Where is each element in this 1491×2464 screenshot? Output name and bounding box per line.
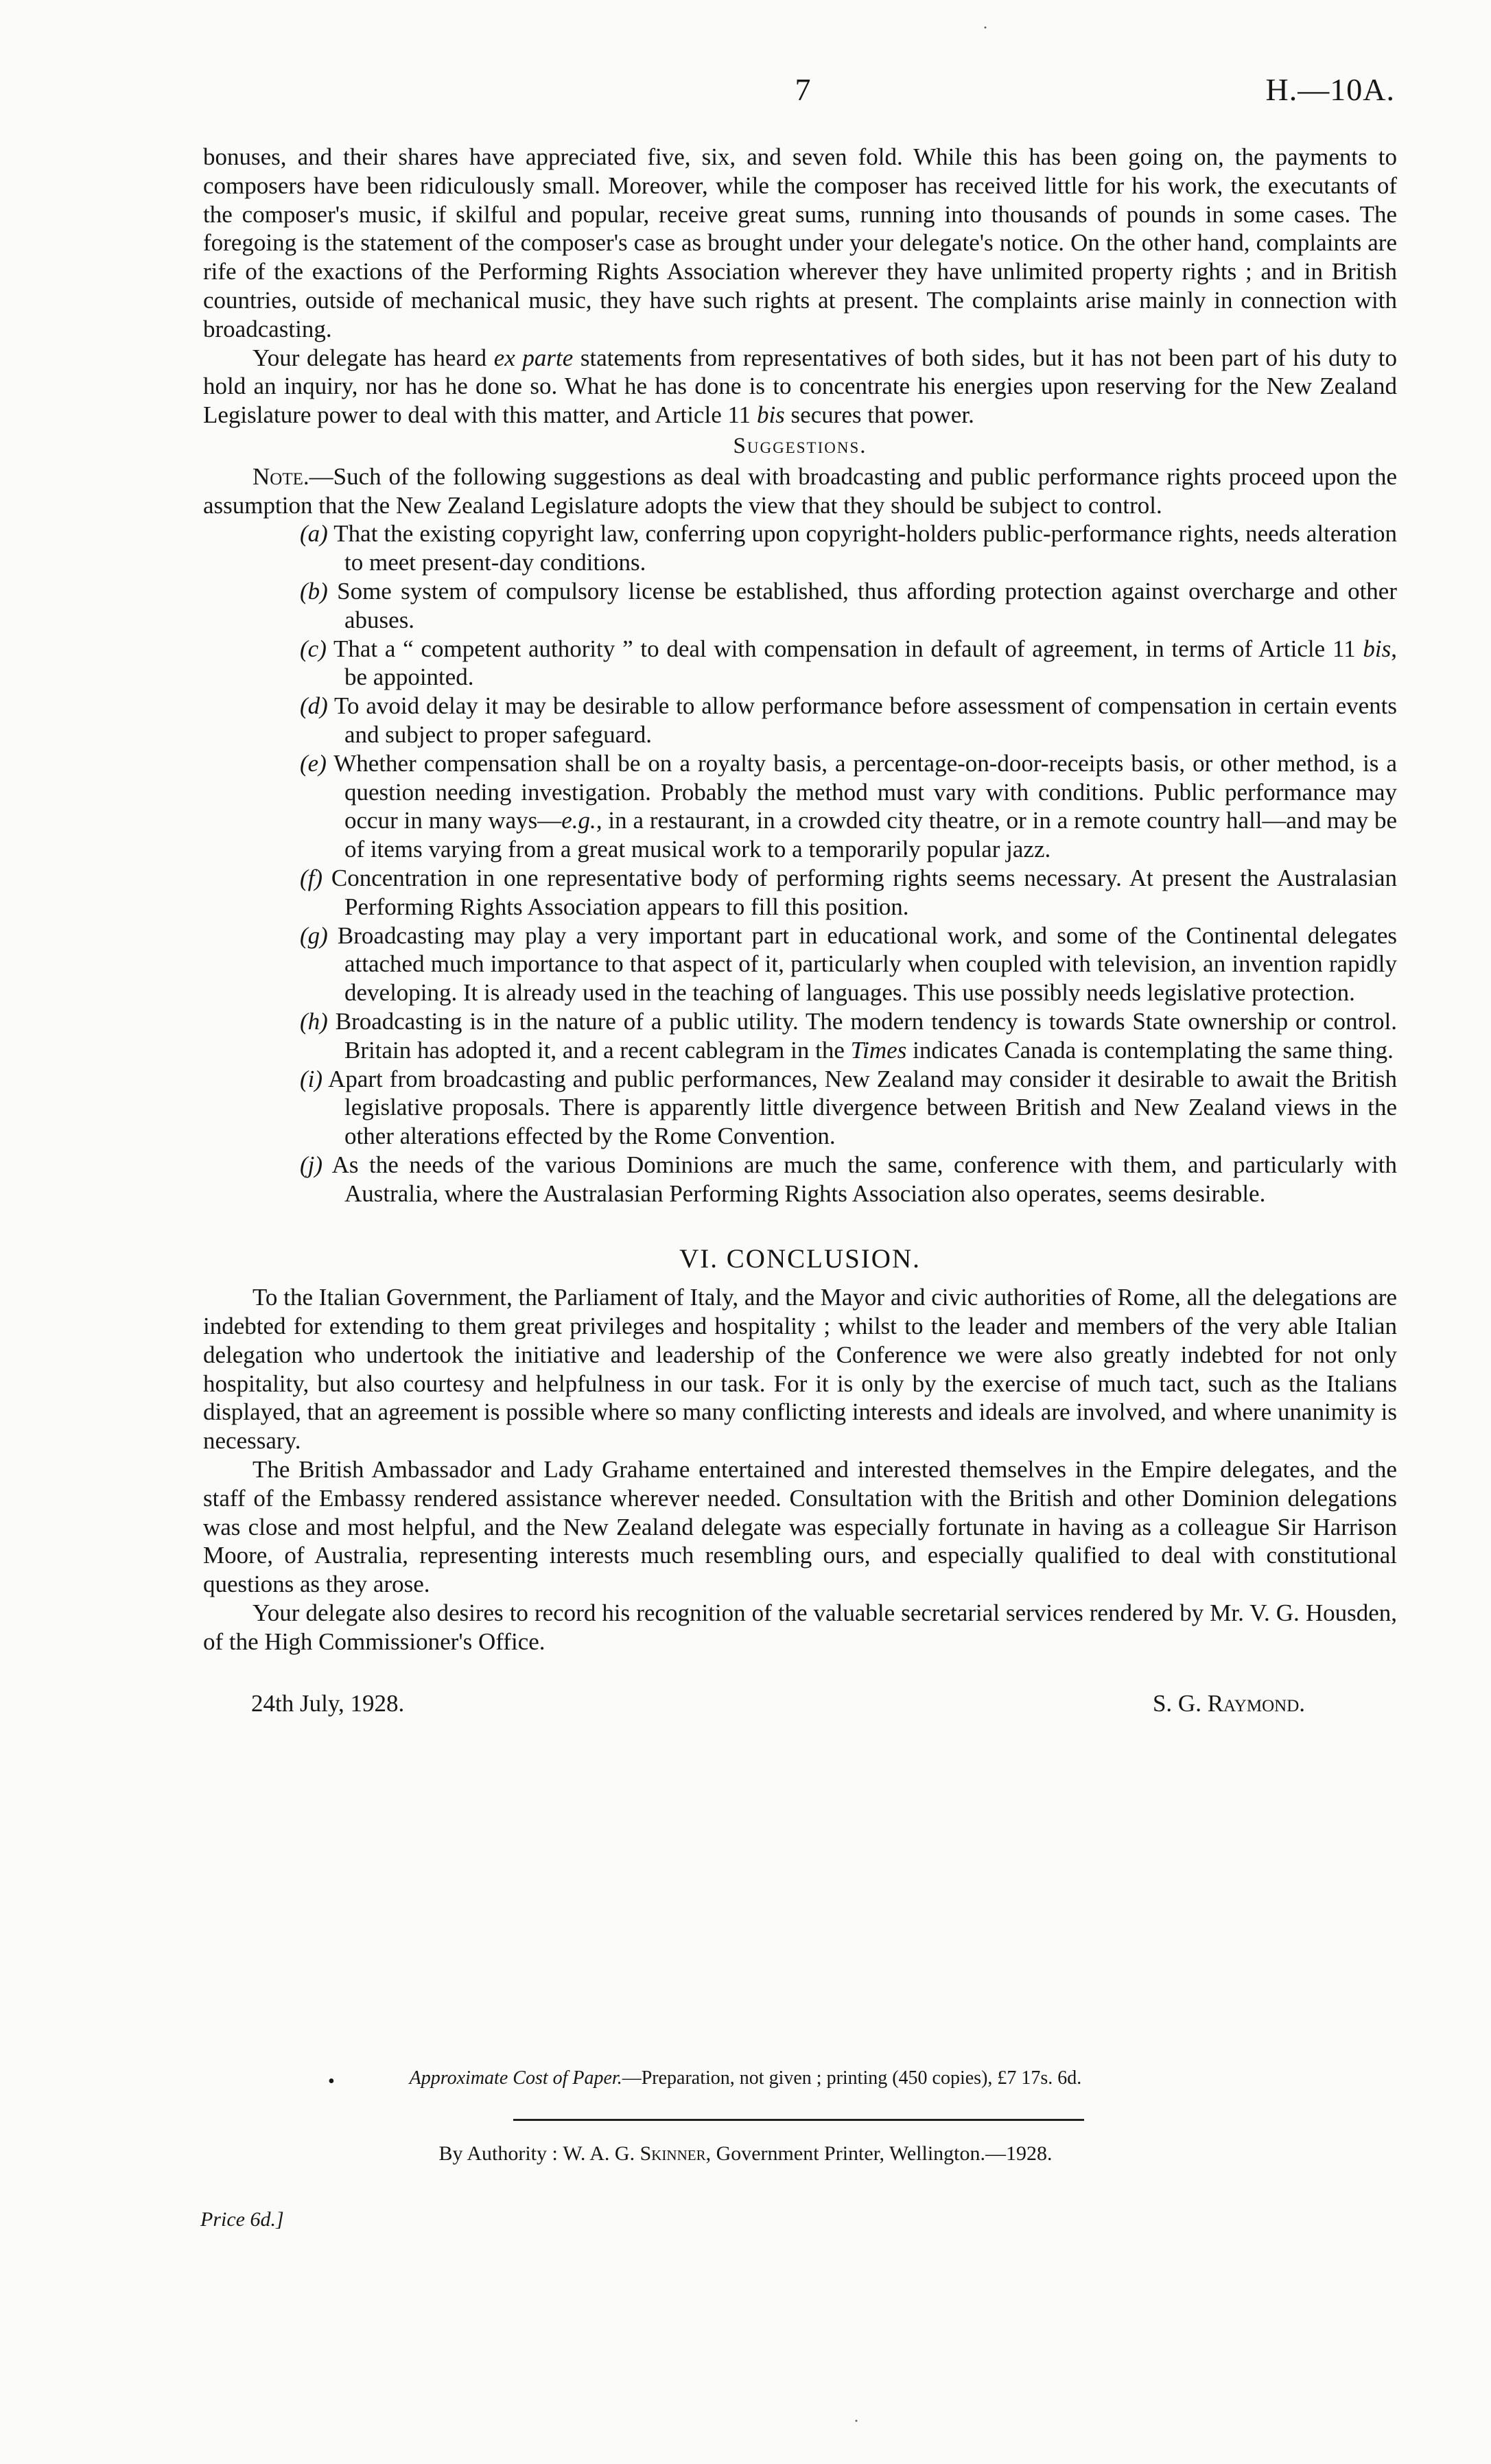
item-mark: (h)	[300, 1007, 328, 1035]
signature-name: S. G. Raymond.	[1152, 1689, 1305, 1717]
item-mark: (b)	[300, 577, 328, 605]
item-mark: (f)	[300, 864, 323, 891]
page-number: 7	[795, 72, 811, 107]
cost-label: Approximate Cost of Paper.	[409, 2067, 622, 2089]
item-mark: (a)	[300, 520, 328, 548]
item-text: That a “ competent authority ” to deal with compensation in default of agreement, in terms of Article 11	[333, 635, 1356, 662]
suggestion-item-c	[203, 635, 1397, 692]
suggestion-item-g	[203, 922, 1397, 1007]
item-italic: e.g.	[561, 807, 596, 834]
suggestion-item-b	[203, 577, 1397, 635]
signature-row	[203, 1689, 1397, 1718]
p2-text-after: statements from representatives of both sides, but it has not been part of his duty to hold an inquiry, nor has he done so. What he has done is to concentrate his energies upon reserving for the New Zealand Legislature power to deal with this matter, and Article 11	[203, 344, 1398, 429]
suggestions-heading: Suggestions.	[733, 433, 867, 458]
item-text: Broadcasting is in the nature of a public utility. The modern tendency is towards State ownership or control. Britain has adopted it, and a recent cablegram in the	[335, 1007, 1397, 1064]
item-text: Apart from broadcasting and public performances, New Zealand may consider it desirable to await the British legislative proposals. There is apparently little divergence between British and New Zealand views in the other alterations effected by the Rome Convention.	[328, 1065, 1397, 1150]
printer-authority	[0, 2142, 1491, 2166]
item-mark: (e)	[300, 749, 327, 777]
p2-italic-ex-parte: ex parte	[493, 344, 574, 371]
footer-rule	[513, 2119, 1084, 2121]
p2-text-before: Your delegate has heard	[253, 344, 487, 371]
cost-text: —Preparation, not given ; printing (450 copies), £7 17s. 6d.	[622, 2067, 1082, 2089]
item-text-after: , in a restaurant, in a crowded city theatre, or in a remote country hall—and may be of items varying from a great musical work to a temporarily popular jazz.	[344, 807, 1398, 863]
document-reference: H.—10A.	[1265, 72, 1395, 107]
suggestions-note	[203, 462, 1397, 520]
suggestion-item-a	[203, 519, 1397, 577]
item-italic: bis	[1363, 635, 1392, 662]
item-text-after: indicates Canada is contemplating the same thing.	[913, 1036, 1394, 1064]
authority-prefix: By Authority :	[438, 2142, 558, 2165]
printer-name: W. A. G. Skinner,	[563, 2142, 712, 2165]
p2-text-end: secures that power.	[790, 401, 974, 429]
item-text-after: , be appointed.	[344, 635, 1397, 691]
cost-of-paper	[0, 2067, 1491, 2089]
bullet-dot: •	[328, 2071, 335, 2092]
item-text: Some system of compulsory license be established, thus affording protection against overcharge and other abuses.	[337, 577, 1398, 633]
conclusion-paragraph-1: To the Italian Government, the Parliament of Italy, and the Mayor and civic authorities of Rome, all the delegations are indebted for extending to them great privileges and hospitality ; whilst to the leader and members of the very able Italian delegation who undertook the initiative and leadership of the Conference we were also greatly indebted for not only hospitality, but also courtesy and helpfulness in our task. For it is only by the exercise of much tact, such as the Italians displayed, that an agreement is possible where so many conflicting interests and ideals are involved, and where unanimity is necessary.	[203, 1284, 1397, 1455]
suggestion-item-f	[203, 864, 1397, 922]
item-mark: (c)	[300, 635, 327, 662]
suggestion-item-h	[203, 1007, 1397, 1065]
suggestion-item-d	[203, 692, 1397, 749]
item-text: Whether compensation shall be on a royalty basis, a percentage-on-door-receipts basis, or other method, is a question needing investigation. Probably the method must vary with conditions. Public performance may occur in many ways—	[333, 749, 1397, 834]
item-mark: (g)	[300, 922, 328, 949]
item-text: Broadcasting may play a very important part in educational work, and some of the Continental delegates attached much importance to that aspect of it, particularly when coupled with television, an invention rapidly developing. It is already used in the teaching of languages. This use possibly needs legislative protection.	[337, 922, 1397, 1007]
authority-suffix: Government Printer, Wellington.—1928.	[716, 2142, 1053, 2165]
main-body	[203, 143, 1397, 1717]
signature-date: 24th July, 1928.	[251, 1689, 405, 1717]
suggestion-item-j	[203, 1151, 1397, 1208]
scan-speck: ·	[854, 2413, 859, 2430]
item-mark: (j)	[300, 1151, 323, 1178]
intro-paragraph-1: bonuses, and their shares have appreciated five, six, and seven fold. While this has been going on, the payments to composers have been ridiculously small. Moreover, while the composer has received little for his work, the executants of the composer's music, if skilful and popular, receive great sums, running into thousands of pounds in some cases. The foregoing is the statement of the composer's case as brought under your delegate's notice. On the other hand, complaints are rife of the exactions of the Performing Rights Association wherever they have unlimited property rights ; and in British countries, outside of mechanical music, they have such rights at present. The complaints arise mainly in connection with broadcasting.	[203, 143, 1397, 342]
scan-speck: ·	[983, 19, 988, 37]
item-text: As the needs of the various Dominions are much the same, conference with them, and particularly with Australia, where the Australasian Performing Rights Association also operates, seems desirable.	[331, 1151, 1397, 1207]
item-italic: Times	[850, 1036, 907, 1064]
p2-italic-bis: bis	[756, 401, 785, 429]
suggestion-item-i	[203, 1065, 1397, 1151]
item-text: To avoid delay it may be desirable to allow performance before assessment of compensation in certain events and subject to proper safeguard.	[334, 692, 1397, 748]
item-mark: (i)	[300, 1065, 323, 1092]
item-mark: (d)	[300, 692, 328, 720]
intro-paragraph-2	[203, 344, 1397, 430]
price: Price 6d.]	[200, 2208, 284, 2231]
conclusion-title: VI. CONCLUSION.	[679, 1244, 921, 1274]
item-text: That the existing copyright law, conferring upon copyright-holders public-performance rights, needs alteration to meet present-day conditions.	[333, 520, 1398, 576]
suggestion-item-e	[203, 749, 1397, 864]
note-text: —Such of the following suggestions as deal with broadcasting and public performance rights proceed upon the assumption that the New Zealand Legislature adopts the view that they should be subject to control.	[203, 462, 1397, 519]
item-text: Concentration in one representative body of performing rights seems necessary. At present the Australasian Performing Rights Association appears to fill this position.	[331, 864, 1397, 920]
conclusion-paragraph-3: Your delegate also desires to record his recognition of the valuable secretarial services rendered by Mr. V. G. Housden, of the High Commissioner's Office.	[203, 1599, 1397, 1655]
conclusion-paragraph-2: The British Ambassador and Lady Grahame entertained and interested themselves in the Empire delegates, and the staff of the Embassy rendered assistance wherever needed. Consultation with the British and other Dominion delegations was close and most helpful, and the New Zealand delegate was especially fortunate in having as a colleague Sir Harrison Moore, of Australia, representing interests much resembling ours, and especially qualified to deal with constitutional questions as they arose.	[203, 1456, 1397, 1598]
note-label: Note.	[253, 462, 309, 490]
